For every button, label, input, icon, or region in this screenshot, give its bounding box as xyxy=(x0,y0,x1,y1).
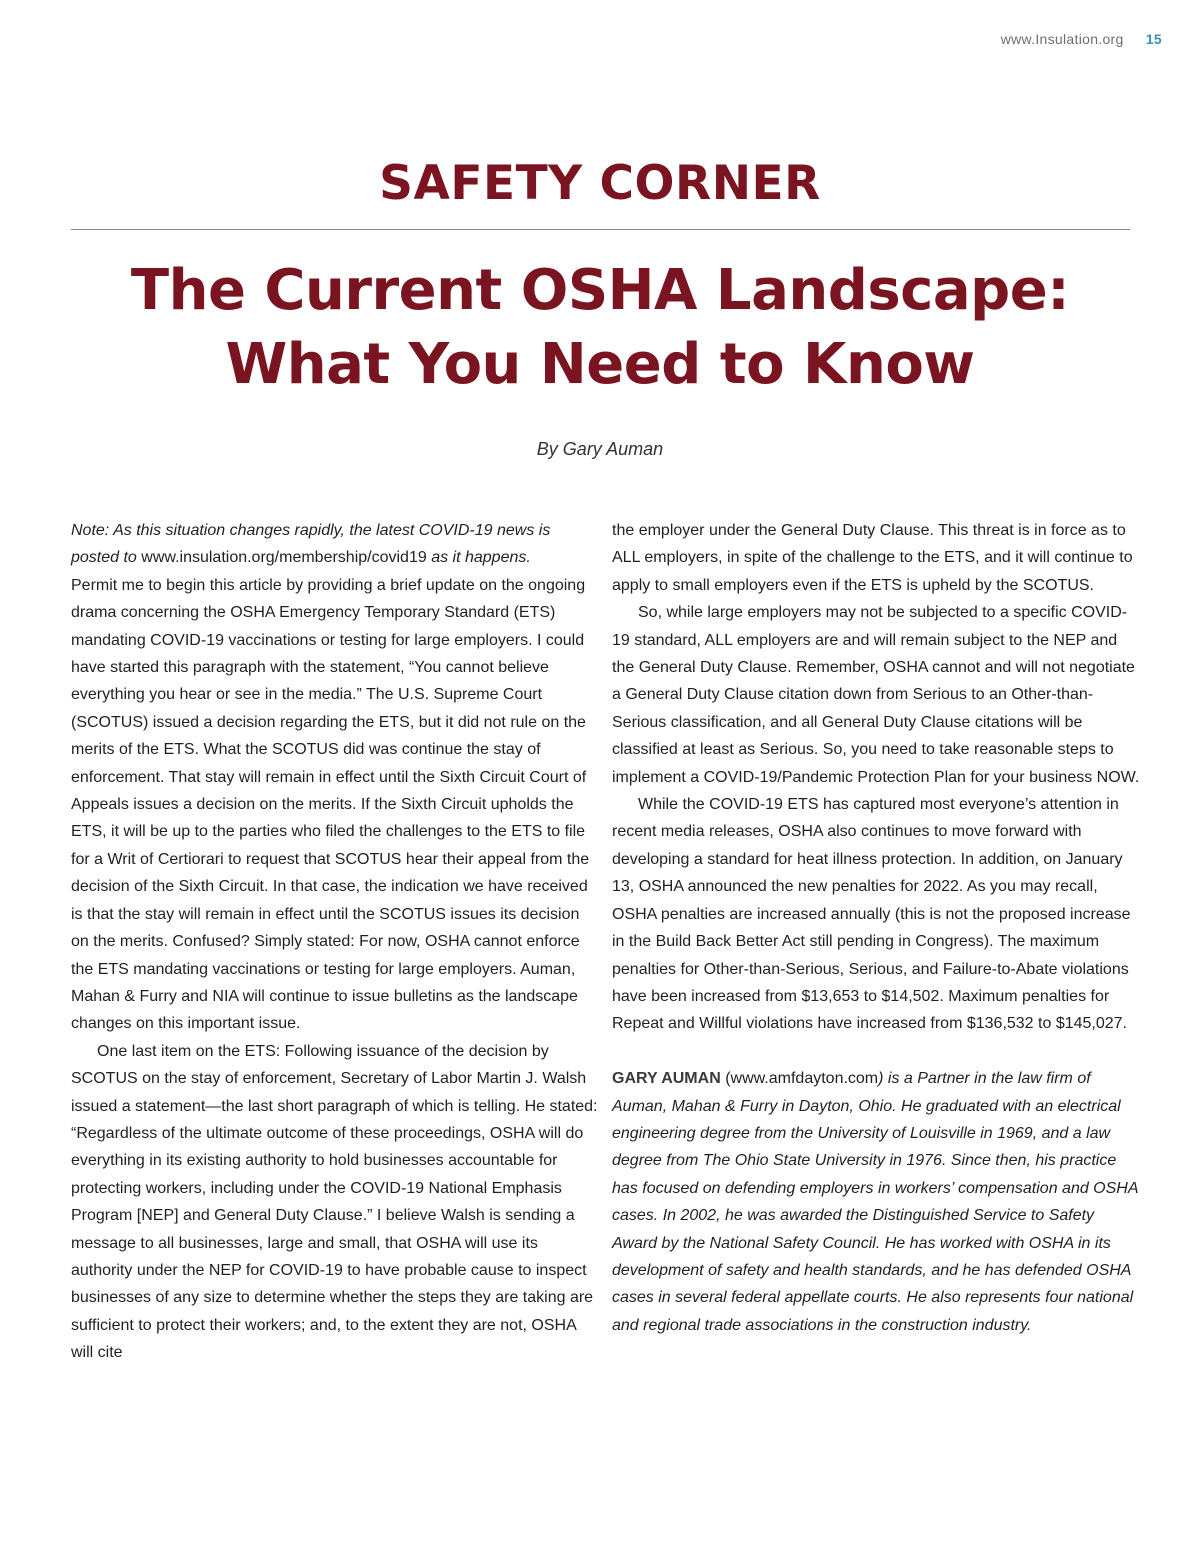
title-line-1: The Current OSHA Landscape: xyxy=(130,258,1070,323)
author-name: GARY AUMAN xyxy=(612,1070,721,1088)
note-link: www.insulation.org/membership/covid19 xyxy=(141,549,427,567)
paragraph-1: Permit me to begin this article by providing a brief update on the ongoing drama concerning the OSHA Emergency Temporary Standard (ETS) mandating COVID-19 vaccinations or testing for large employers. I could have started this paragraph with the statement, “You cannot believe everything you hear or see in the media.” The U.S. Supreme Court (SCOTUS) issued a decision regarding the ETS, but it did not rule on the merits of the ETS. What the SCOTUS did was continue the stay of enforcement. That stay will remain in effect until the Sixth Circuit Court of Appeals issues a decision on the merits. If the Sixth Circuit upholds the ETS, it will be up to the parties who filed the challenges to the ETS to file for a Writ of Certiorari to request that SCOTUS hear their appeal from the decision of the Sixth Circuit. In that case, the indication we have received is that the stay will remain in effect until the SCOTUS issues its decision on the merits. Confused? Simply stated: For now, OSHA cannot enforce the ETS mandating vaccinations or testing for large employers. Auman, Mahan & Furry and NIA will continue to issue bulletins as the landscape changes on this important issue. xyxy=(71,576,590,1033)
author-bio xyxy=(612,1065,1142,1339)
note-text-end: as it happens. xyxy=(426,549,531,567)
note-text: Note: As this situation changes rapidly, the latest COVID-19 news is posted to xyxy=(71,522,551,567)
right-column xyxy=(612,517,1142,1339)
title-line-2: What You Need to Know xyxy=(225,332,975,397)
paragraph-2: One last item on the ETS: Following issuance of the decision by SCOTUS on the stay of enforcement, Secretary of Labor Martin J. Walsh issued a statement—the last short paragraph of which is telling. He stated: “Regardless of the ultimate outcome of these proceedings, OSHA will do everything in its existing authority to hold businesses accountable for protecting workers, including under the COVID-19 National Emphasis Program [NEP] and General Duty Clause.” I believe Walsh is sending a message to all businesses, large and small, that OSHA will use its authority under the NEP for COVID-19 to have probable cause to inspect businesses of any size to determine whether the steps they are taking are sufficient to protect their workers; and, to the extent they are not, OSHA will cite xyxy=(71,1042,598,1362)
page-number: 15 xyxy=(1145,31,1162,47)
page-header xyxy=(1001,31,1162,47)
author-website: (www.amfdayton.com xyxy=(720,1070,879,1088)
editor-note xyxy=(71,517,601,572)
paragraph-2-continued: the employer under the General Duty Clause. This threat is in force as to ALL employers, in spite of the challenge to the ETS, and it will continue to apply to small employers even if the ETS is upheld by the SCOTUS. xyxy=(612,522,1133,594)
byline: By Gary Auman xyxy=(536,439,664,459)
divider xyxy=(71,229,1130,230)
left-column xyxy=(71,517,601,1367)
paragraph-4: While the COVID-19 ETS has captured most everyone’s attention in recent media releases, OSHA also continues to move forward with developing a standard for heat illness protection. In addition, on January 13, OSHA announced the new penalties for 2022. As you may recall, OSHA penalties are increased annually (this is not the proposed increase in the Build Back Better Act still pending in Congress). The maximum penalties for Other-than-Serious, Serious, and Failure-to-Abate violations have been increased from $13,653 to $14,502. Maximum penalties for Repeat and Willful violations have increased from $136,532 to $145,027. xyxy=(612,796,1131,1033)
site-url: www.Insulation.org xyxy=(1000,31,1124,47)
paragraph-3: So, while large employers may not be subjected to a specific COVID-19 standard, ALL employers are and will remain subject to the NEP and the General Duty Clause. Remember, OSHA cannot and will not negotiate a General Duty Clause citation down from Serious to an Other-than-Serious classification, and all General Duty Clause citations will be classified at least as Serious. So, you need to take reasonable steps to implement a COVID-19/Pandemic Protection Plan for your business NOW. xyxy=(612,604,1140,786)
section-title: SAFETY CORNER xyxy=(379,156,821,211)
bio-text: ) is a Partner in the law firm of Auman, Mahan & Furry in Dayton, Ohio. He graduated with an electrical engineering degree from the University of Louisville in 1969, and a law degree from The Ohio State University in 1976. Since then, his practice has focused on defending employers in workers’ compensation and OSHA cases. In 2002, he was awarded the Distinguished Service to Safety Award by the National Safety Council. He has worked with OSHA in its development of safety and health standards, and he has defended OSHA cases in several federal appellate courts. He also represents four national and regional trade associations in the construction industry. xyxy=(612,1070,1138,1334)
article-title xyxy=(0,254,1200,402)
